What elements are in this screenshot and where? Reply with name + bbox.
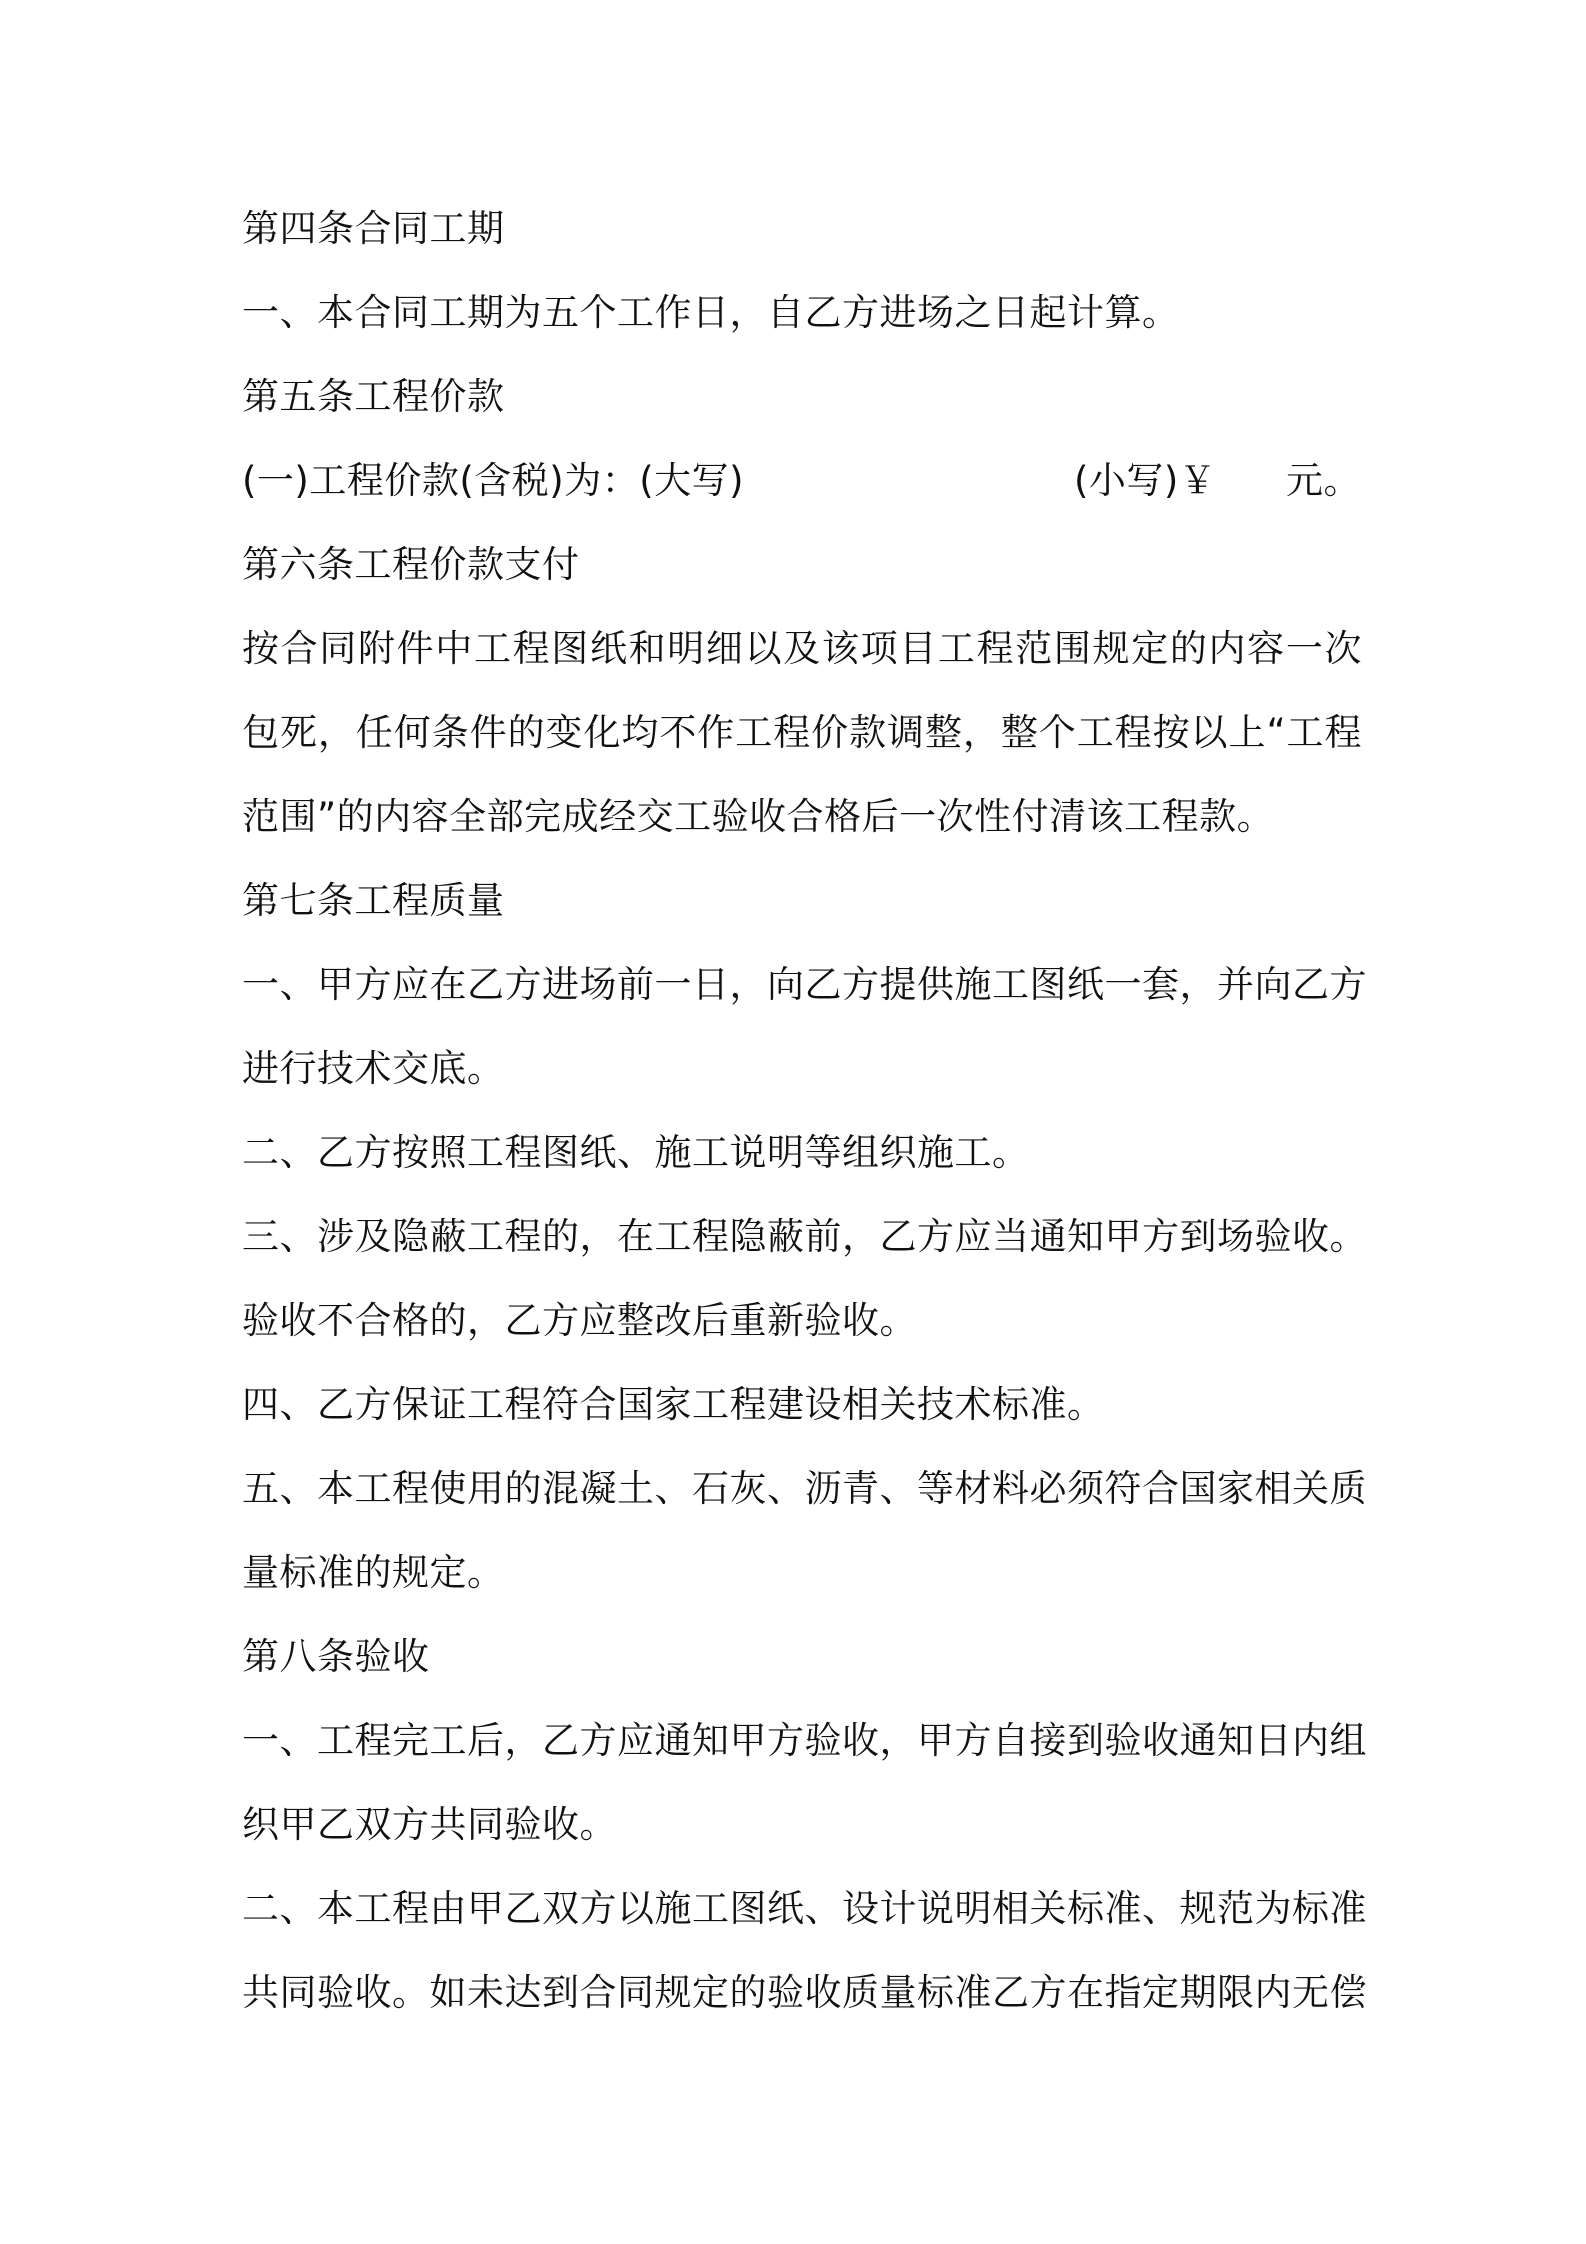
article-7-clause-4: 四、乙方保证工程符合国家工程建设相关技术标准。 xyxy=(242,1383,1105,1426)
price-line xyxy=(242,456,1362,506)
article-7-clause-1-line-1: 一、甲方应在乙方进场前一日，向乙方提供施工图纸一套，并向乙方 xyxy=(242,963,1367,1006)
article-7-clause-5-line-2: 量标准的规定。 xyxy=(242,1551,505,1594)
article-7-clause-3-line-1: 三、涉及隐蔽工程的，在工程隐蔽前，乙方应当通知甲方到场验收。 xyxy=(242,1215,1367,1258)
article-8-clause-2-line-1: 二、本工程由甲乙双方以施工图纸、设计说明相关标准、规范为标准 xyxy=(242,1887,1367,1930)
article-8-clause-1-line-1: 一、工程完工后，乙方应通知甲方验收，甲方自接到验收通知日内组 xyxy=(242,1719,1367,1762)
price-unit: 元。 xyxy=(1286,459,1361,502)
article-8-clause-1-line-2: 织甲乙双方共同验收。 xyxy=(242,1803,617,1846)
article-6-paragraph-line-2: 包死，任何条件的变化均不作工程价款调整，整个工程按以上“工程 xyxy=(242,711,1362,754)
article-4-heading: 第四条合同工期 xyxy=(242,207,505,250)
article-7-clause-1-line-2: 进行技术交底。 xyxy=(242,1047,505,1090)
article-6-heading: 第六条工程价款支付 xyxy=(242,543,580,586)
article-6-paragraph-line-1: 按合同附件中工程图纸和明细以及该项目工程范围规定的内容一次 xyxy=(242,627,1362,670)
price-label: (一)工程价款(含税)为：(大写) xyxy=(242,459,745,502)
article-4-clause-1: 一、本合同工期为五个工作日，自乙方进场之日起计算。 xyxy=(242,291,1180,334)
article-5-heading: 第五条工程价款 xyxy=(242,375,505,418)
article-8-clause-2-line-2: 共同验收。如未达到合同规定的验收质量标准乙方在指定期限内无偿 xyxy=(242,1971,1367,2014)
article-7-clause-3-line-2: 验收不合格的，乙方应整改后重新验收。 xyxy=(242,1299,917,1342)
article-7-heading: 第七条工程质量 xyxy=(242,879,505,922)
article-7-clause-5-line-1: 五、本工程使用的混凝土、石灰、沥青、等材料必须符合国家相关质 xyxy=(242,1467,1367,1510)
article-6-paragraph-line-3: 范围”的内容全部完成经交工验收合格后一次性付清该工程款。 xyxy=(242,795,1275,838)
article-7-clause-2: 二、乙方按照工程图纸、施工说明等组织施工。 xyxy=(242,1131,1030,1174)
price-lowercase-label: (小写)￥ xyxy=(1074,459,1217,502)
article-8-heading: 第八条验收 xyxy=(242,1635,430,1678)
